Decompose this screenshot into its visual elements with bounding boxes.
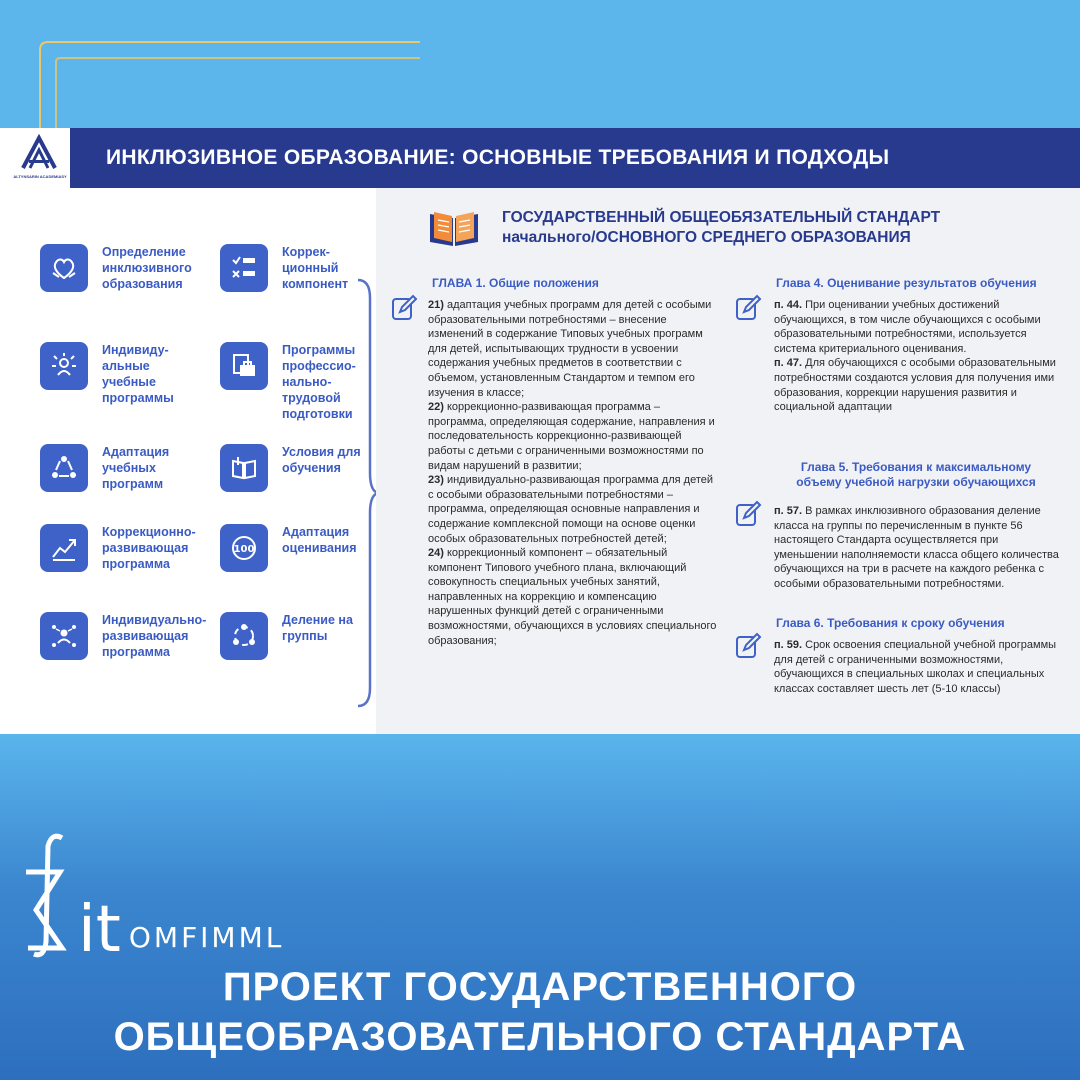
topic-item	[220, 444, 361, 492]
clause-text: В рамках инклюзивного образования деление класса на группы по перечисленным в пункте 56 настоящего Стандарта осуществляется при уменьшении наполняемости класса общего количества обучающихся на три в расчете на каждого ребенка с особыми образовательными потребностями.	[774, 505, 1059, 590]
chapter4-text	[774, 298, 1062, 415]
standard-title	[502, 208, 940, 248]
edit-pen-icon	[390, 294, 418, 322]
clause-number: 24)	[428, 547, 444, 560]
brand-name: OMFIMML	[128, 921, 285, 954]
clause-number: 23)	[428, 474, 444, 487]
topic-label: Индивиду- альные учебные программы	[102, 343, 174, 405]
topic-item	[40, 444, 169, 492]
clause-number: 22)	[428, 401, 444, 414]
topic-item	[40, 524, 196, 572]
clause-number: п. 59.	[774, 639, 803, 651]
header-bar	[70, 128, 1080, 188]
page-title: ИНКЛЮЗИВНОЕ ОБРАЗОВАНИЕ: ОСНОВНЫЕ ТРЕБОВАНИЯ И ПОДХОДЫ	[106, 146, 890, 169]
chapter5-text	[774, 504, 1062, 592]
briefcase-doc-icon	[220, 342, 268, 390]
chapter5-title-line1: Глава 5. Требования к максимальному	[800, 460, 1032, 474]
altynsarin-logo	[8, 134, 70, 184]
chapter1-title: ГЛАВА 1. Общие положения	[432, 276, 599, 290]
topic-label: Определение инклюзивного образования	[102, 245, 192, 291]
top-background	[0, 0, 1080, 128]
topic-label: Условия для обучения	[282, 445, 361, 475]
clause-text: адаптация учебных программ для детей с особыми образовательными потребностями – внесение изменений в содержание Типовых учебных программ для детей, испытывающих трудности в усвоении содержания учебных предметов в соответствии с объемом, установленным Стандартом и темпом его изучения в классе;	[428, 299, 712, 399]
clause-number: п. 57.	[774, 505, 803, 517]
sigma-integral-icon	[22, 832, 74, 962]
topic-label: Программы профессио- нально- трудовой подготовки	[282, 343, 356, 421]
clause-number: 21)	[428, 299, 444, 311]
open-book-icon	[426, 206, 482, 250]
clause-text: коррекционный компонент – обязательный компонент Типового учебного плана, включающий совокупность специальных учебных занятий, направленных на коррекцию и компенсацию нарушенных функций детей с ограниченными возможностями, обучающихся в условиях специального образования;	[428, 547, 717, 647]
topic-label: Адаптация учебных программ	[102, 445, 170, 491]
topic-label: Адаптация оценивания	[282, 525, 357, 555]
topic-label: Коррекционно- развивающая программа	[102, 525, 196, 571]
brand-logo	[22, 832, 285, 967]
clause-number: п. 44.	[774, 299, 803, 311]
bottom-banner	[0, 734, 1080, 1080]
standard-panel	[376, 188, 1080, 734]
clause-text: Срок освоения специальной учебной программы для детей с ограниченными возможностями, обучающихся в специальных школах и специальных классах составляет шесть лет (5-10 классы)	[774, 639, 1057, 695]
standard-title-line1: ГОСУДАРСТВЕННЫЙ ОБЩЕОБЯЗАТЕЛЬНЫЙ СТАНДАРТ	[502, 209, 941, 226]
logo-a-icon	[17, 134, 61, 172]
topic-item	[220, 524, 357, 572]
clause-text: Для обучающихся с особыми образовательными потребностями создаются условия для получения ими образования, коррекции нарушения развития и социальной адаптации	[774, 357, 1056, 414]
topic-item	[220, 342, 356, 422]
topic-item	[220, 244, 348, 292]
chapter5-title-line2: объему учебной нагрузки обучающихся	[796, 475, 1036, 489]
chapter6-title: Глава 6. Требования к сроку обучения	[776, 616, 1005, 630]
topic-item	[40, 612, 206, 660]
score-100-icon	[220, 524, 268, 572]
topic-label: Индивидуально- развивающая программа	[102, 613, 207, 659]
book-icon	[220, 444, 268, 492]
chapter5-title	[778, 460, 1054, 490]
brand-it: it	[78, 893, 121, 967]
edit-pen-icon	[734, 632, 762, 660]
checklist-icon	[220, 244, 268, 292]
project-title-line2: ОБЩЕОБРАЗОВАТЕЛЬНОГО СТАНДАРТА	[113, 1015, 967, 1059]
project-title-line1: ПРОЕКТ ГОСУДАРСТВЕННОГО	[222, 965, 858, 1009]
topic-item	[40, 244, 192, 292]
topic-item	[40, 342, 174, 406]
edit-pen-icon	[734, 500, 762, 528]
topics-panel	[0, 188, 376, 734]
clause-number: п. 47.	[774, 357, 803, 370]
logo-text: ALTYNSARIN ACADEMIASY	[13, 174, 67, 179]
clause-text: При оценивании учебных достижений обучающихся, в том числе обучающихся с особыми образовательными потребностями, используется система критериального оценивания.	[774, 299, 1041, 355]
clause-text: коррекционно-развивающая программа – программа, определяющая содержание, направления и последовательность коррекционно-развивающей работы с детьми с ограниченными возможностями по видам нарушений в развитии;	[428, 401, 715, 472]
edit-pen-icon	[734, 294, 762, 322]
topic-label: Коррек- ционный компонент	[282, 245, 349, 291]
infographic-card	[0, 128, 1080, 734]
chapter4-title: Глава 4. Оценивание результатов обучения	[776, 276, 1037, 290]
clause-text: индивидуально-развивающая программа для детей с особыми образовательными потребностями – программа, определяющая основные направления и содержание комплексной помощи на основе оценки особых образовательных потребностей детей;	[428, 474, 713, 545]
standard-heading	[426, 206, 940, 250]
hands-heart-icon	[40, 244, 88, 292]
person-network-icon	[40, 612, 88, 660]
people-arrows-icon	[40, 342, 88, 390]
project-title	[0, 962, 1080, 1062]
topic-item	[220, 612, 353, 660]
growth-chart-icon	[40, 524, 88, 572]
cycle-arrows-icon	[40, 444, 88, 492]
standard-title-line2: начального/ОСНОВНОГО СРЕДНЕГО ОБРАЗОВАНИЯ	[502, 229, 911, 246]
decorative-lines	[0, 0, 420, 128]
chapter6-text	[774, 638, 1062, 696]
chapter1-text	[428, 298, 718, 648]
svg-text:100: 100	[233, 544, 255, 555]
header	[0, 128, 1080, 188]
topic-label: Деление на группы	[282, 613, 353, 643]
group-circle-icon	[220, 612, 268, 660]
